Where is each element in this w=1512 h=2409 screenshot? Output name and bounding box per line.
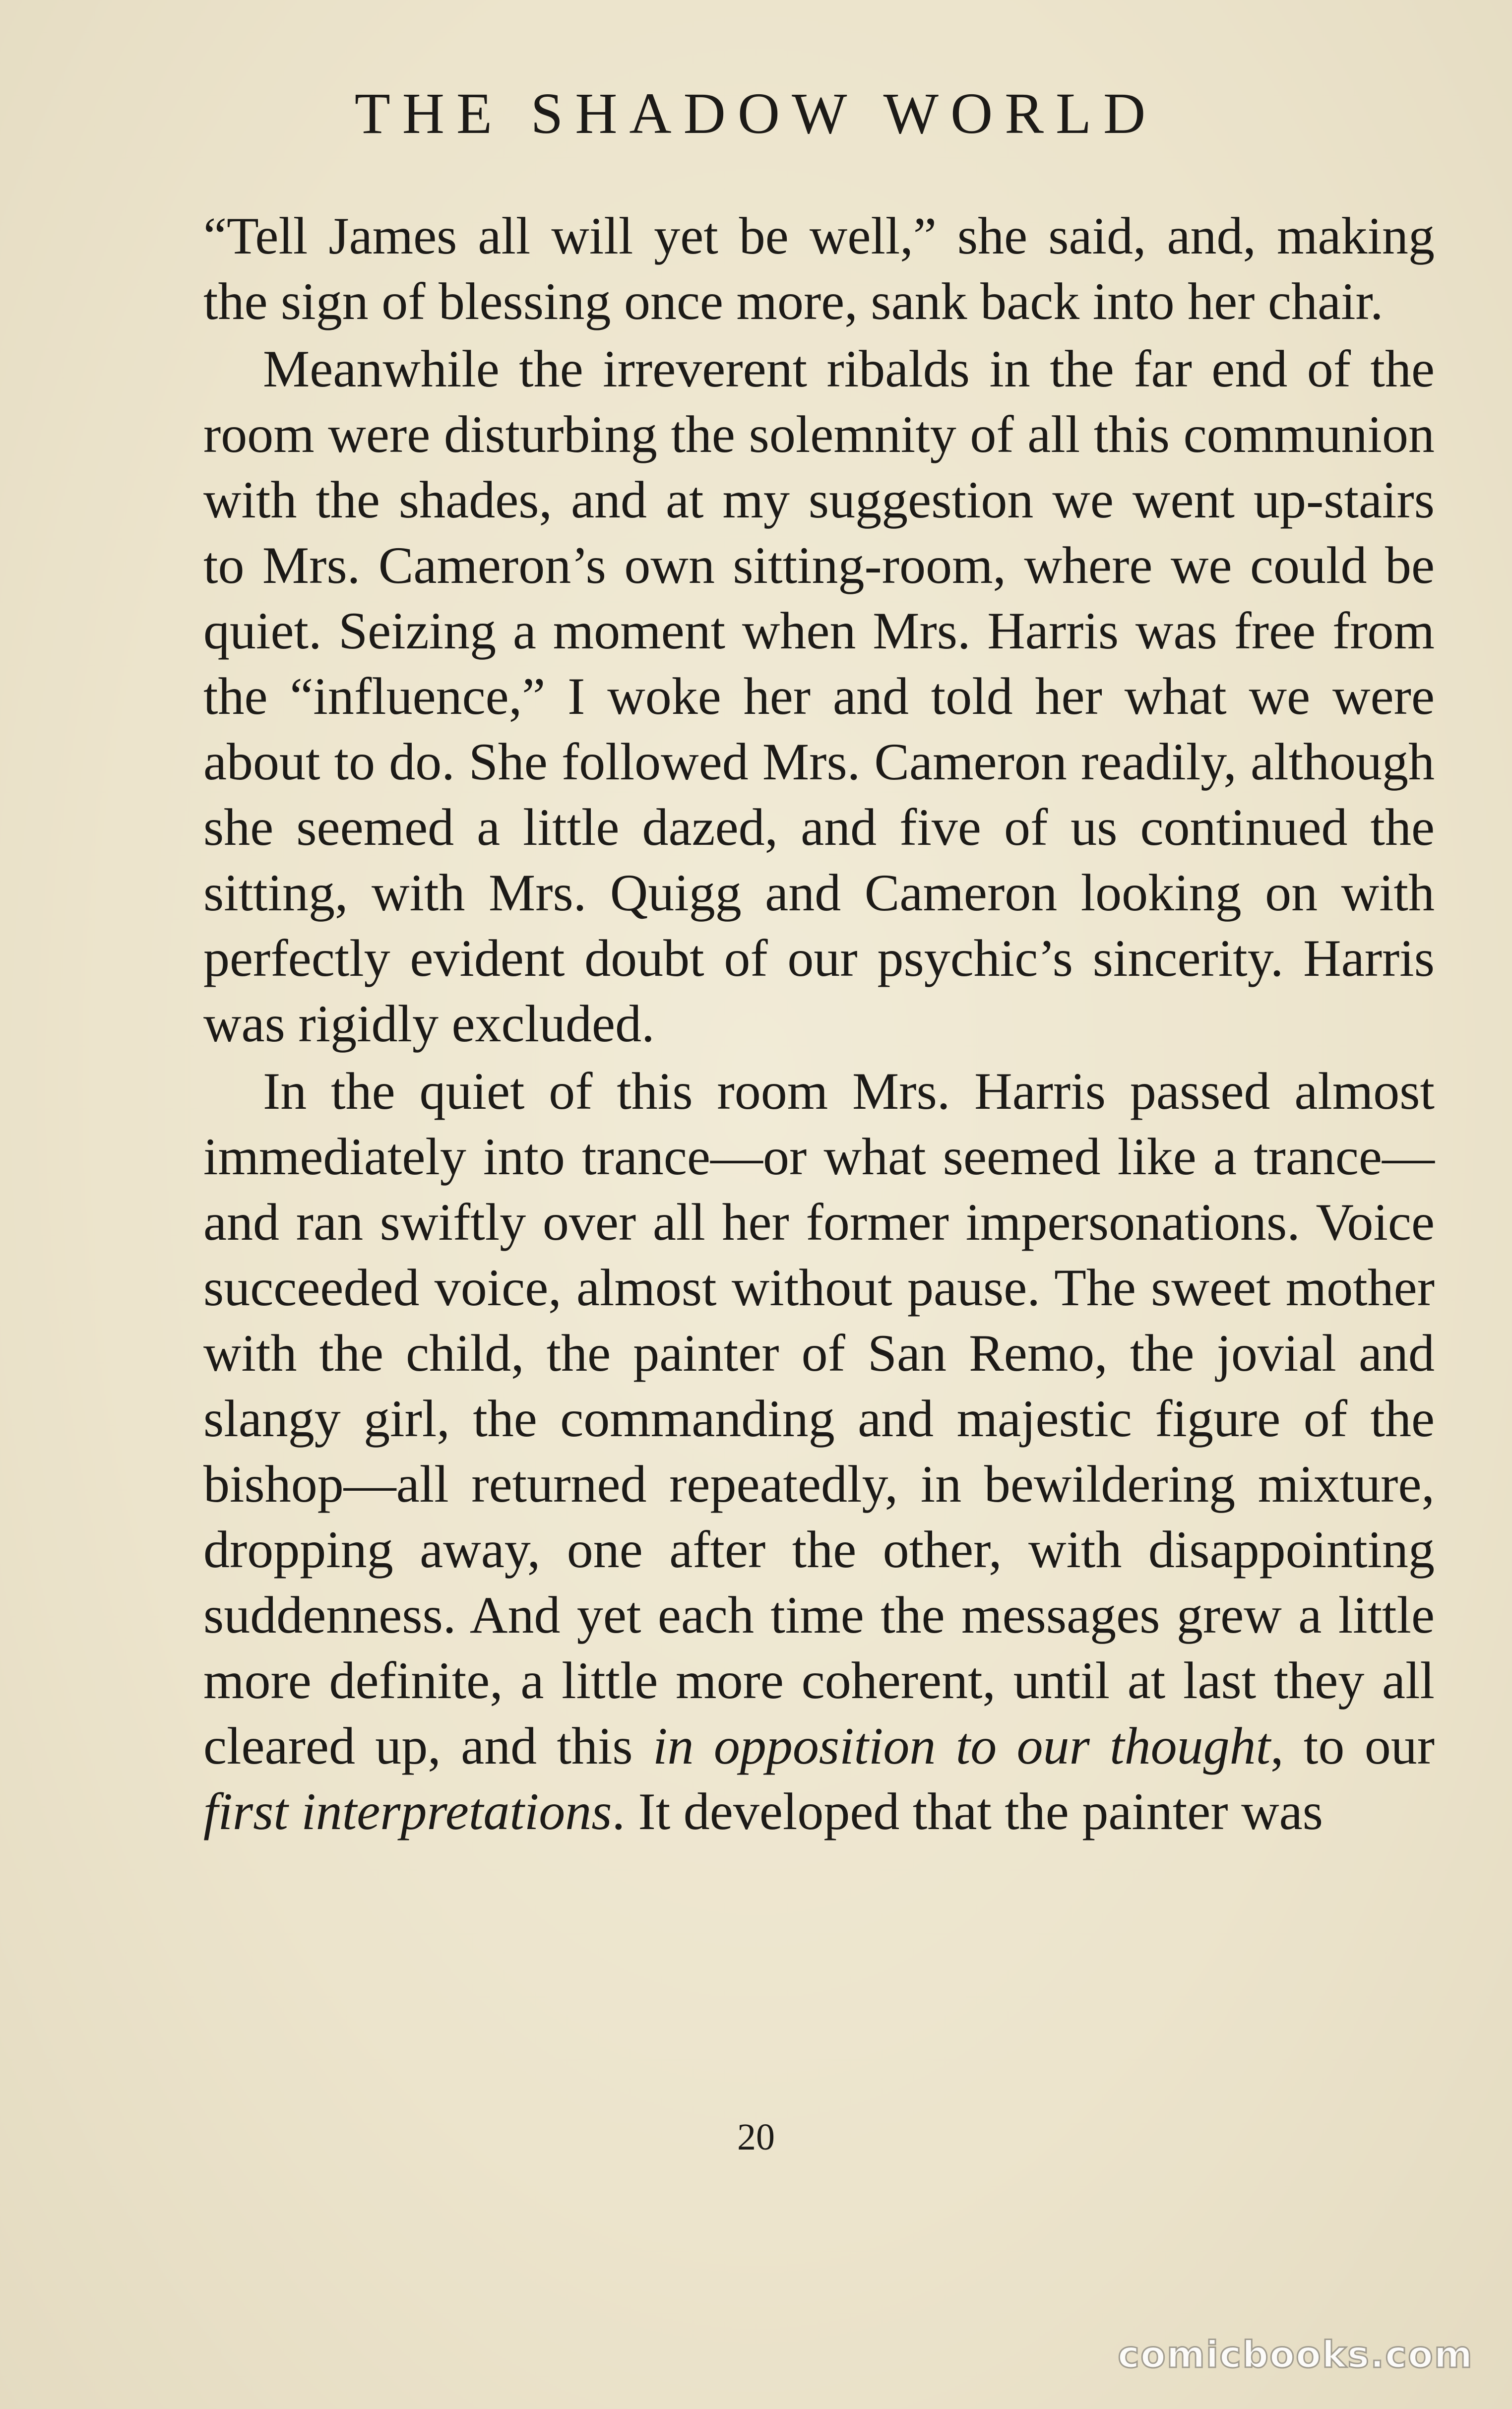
paragraph-text: . It developed that the painter was: [612, 1782, 1323, 1840]
paragraph-text: , to our: [1270, 1717, 1435, 1775]
paragraph-text: “Tell James all will yet be well,” she said, and, making the sign of blessing once more, sank back into her chair.: [203, 207, 1435, 330]
watermark-text: comicbooks.com: [1118, 2334, 1473, 2376]
running-head: THE SHADOW WORLD: [354, 81, 1158, 146]
page-number: 20: [737, 2116, 775, 2158]
body-text: [203, 203, 1435, 1844]
paragraph-text: Meanwhile the irreverent ribalds in the far end of the room were disturbing the solemnity of all this communion with the shades, and at my suggestion we went up-stairs to Mrs. Cameron’s own sitting-room, where we could be quiet. Seizing a moment when Mrs. Harris was free from the “influence,” I woke her and told her what we were about to do. She followed Mrs. Cameron readily, although she seemed a little dazed, and five of us continued the sitting, with Mrs. Quigg and Cameron looking on with perfectly evident doubt of our psychic’s sincerity. Harris was rigidly excluded.: [203, 340, 1435, 1053]
italic-text: first interpretations: [203, 1782, 612, 1840]
italic-text: in opposition to our thought: [653, 1717, 1271, 1775]
paragraph: [203, 203, 1435, 334]
paragraph: [203, 336, 1435, 1057]
paragraph-text: In the quiet of this room Mrs. Harris passed almost immediately into trance—or what seemed like a trance—and ran swiftly over all her former impersonations. Voice succeeded voice, almost without pause. The sweet mother with the child, the painter of San Remo, the jovial and slangy girl, the commanding and majestic figure of the bishop—all returned repeatedly, in bewildering mixture, dropping away, one after the other, with disappointing suddenness. And yet each time the messages grew a little more definite, a little more coherent, until at last they all cleared up, and this: [203, 1062, 1435, 1775]
paragraph: [203, 1059, 1435, 1844]
